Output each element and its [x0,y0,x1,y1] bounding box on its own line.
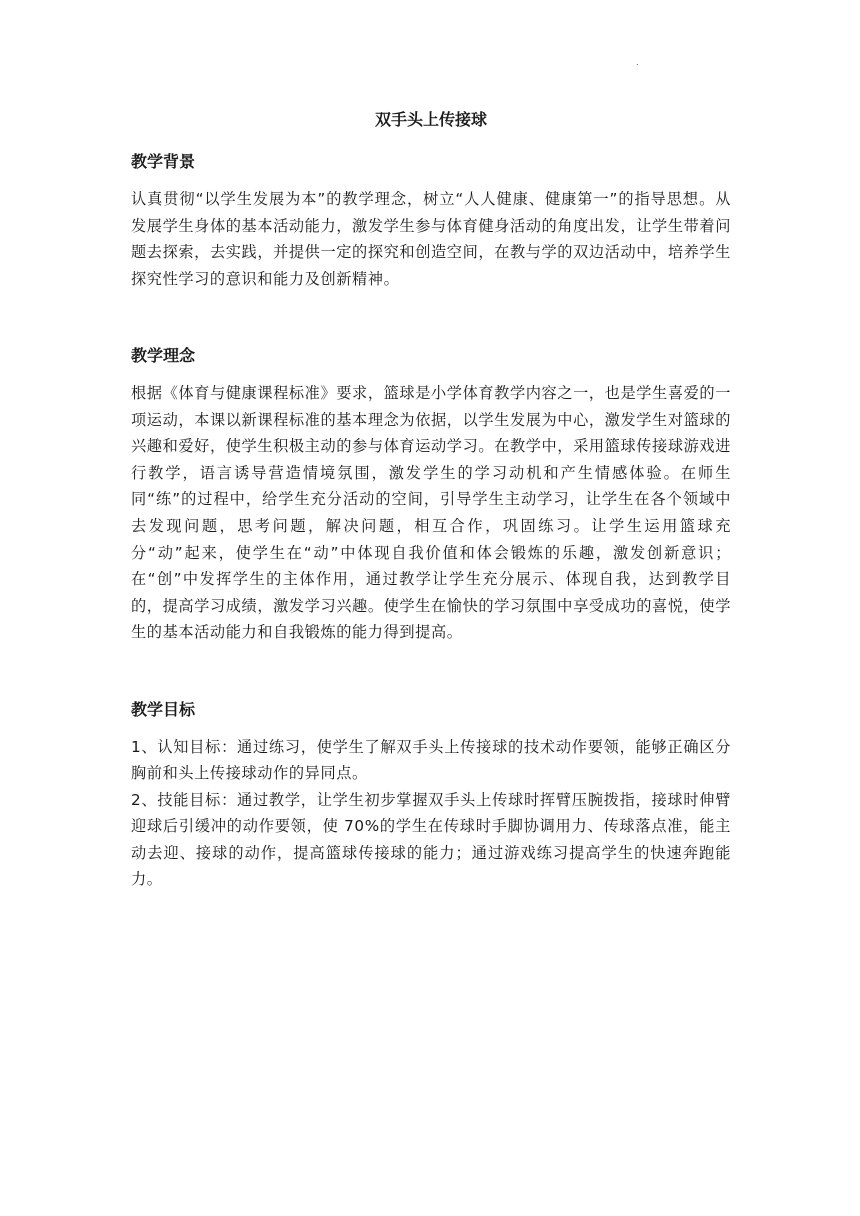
section-heading-objectives: 教学目标 [131,699,196,719]
document-title: 双手头上传接球 [374,110,487,129]
page-dot-mark: . [636,58,639,67]
objective-item: 1、认知目标：通过练习，使学生了解双手头上传接球的技术动作要领，能够正确区分胸前和头上传接球动作的异同点。 [131,737,731,783]
objective-item: 2、技能目标：通过教学，让学生初步掌握双手头上传球时挥臂压腕拨指，接球时伸臂迎球后引缓冲的动作要领，使 70%的学生在传球时手脚协调用力、传球落点准，能主动去迎、接球的动作，提高篮球传接球的能力；通过游戏练习提高学生的快速奔跑能力。 [131,790,731,889]
section-paragraph-background: 认真贯彻“以学生发展为本”的教学理念，树立“人人健康、健康第一”的指导思想。从发展学生身体的基本活动能力，激发学生参与体育健身活动的角度出发，让学生带着问题去探索，去实践，并提供一定的探究和创造空间，在教与学的双边活动中，培养学生探究性学习的意识和能力及创新精神。 [131,190,731,288]
section-paragraph-philosophy: 根据《体育与健康课程标准》要求，篮球是小学体育教学内容之一，也是学生喜爱的一项运动，本课以新课程标准的基本理念为依据，以学生发展为中心，激发学生对篮球的兴趣和爱好，使学生积极主动的参与体育运动学习。在教学中，采用篮球传接球游戏进行教学，语言诱导营造情境氛围，激发学生的学习动机和产生情感体验。在师生同“练”的过程中，给学生充分活动的空间，引导学生主动学习，让学生在各个领域中去发现问题，思考问题，解决问题，相互合作，巩固练习。让学生运用篮球充分“动”起来，使学生在“动”中体现自我价值和体会锻炼的乐趣，激发创新意识；在“创”中发挥学生的主体作用，通过教学让学生充分展示、体现自我，达到教学目的，提高学习成绩，激发学习兴趣。使学生在愉快的学习氛围中享受成功的喜悦，使学生的基本活动能力和自我锻炼的能力得到提高。 [131,383,731,642]
document-page [131,106,731,893]
section-heading-philosophy: 教学理念 [131,345,196,365]
section-heading-background: 教学背景 [131,152,196,171]
